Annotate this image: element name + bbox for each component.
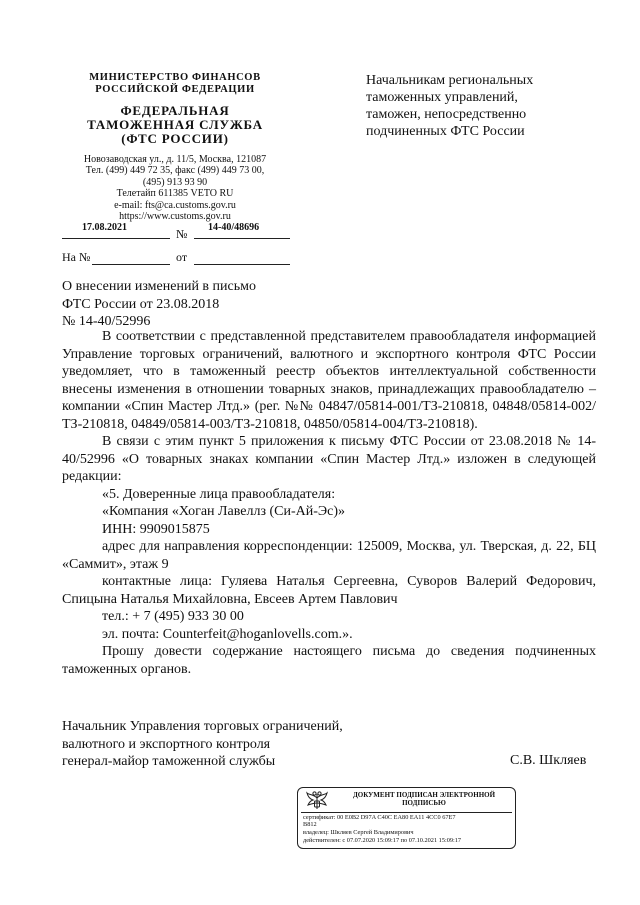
- subject: [62, 278, 302, 331]
- number-underline: [194, 238, 290, 239]
- service-line: ФЕДЕРАЛЬНАЯ: [120, 103, 230, 118]
- addressee-line: подчиненных ФТС России: [366, 124, 525, 139]
- letterhead-service: [60, 104, 290, 146]
- stamp-owner: владелец: Шкляев Сергей Владимирович: [303, 829, 414, 836]
- stamp-certificate-cont: B812: [303, 821, 317, 828]
- quote-line: контактные лица: Гуляева Наталья Сергеевна, Суворов Валерий Федорович, Спицына Наталья Михайловна, Евсеев Артем Павлович: [62, 574, 596, 607]
- addressee-line: таможен, непосредственно: [366, 107, 527, 122]
- signature-title-line: генерал-майор таможенной службы: [62, 754, 276, 769]
- ministry-line: МИНИСТЕРСТВО ФИНАНСОВ: [89, 72, 261, 83]
- stamp-heading-line: ПОДПИСЬЮ: [402, 799, 446, 807]
- stamp-certificate: сертификат: 00 E0B2 D97A C40C EA80 EA11 4CC0 67E7: [303, 814, 456, 821]
- quote-line: «5. Доверенные лица правообладателя:: [102, 486, 336, 502]
- quote-line: ИНН: 9909015875: [102, 521, 210, 537]
- number-sign: №: [176, 227, 188, 241]
- address-line: (495) 913 93 90: [142, 176, 208, 188]
- quote-line: «Компания «Хоган Лавеллз (Си-Ай-Эс)»: [102, 504, 346, 519]
- subject-line: № 14-40/52996: [62, 314, 151, 329]
- letterhead-ministry: [60, 72, 290, 96]
- ref-underline: [92, 264, 170, 265]
- paragraph-1: В соответствии с представленной представителем правообладателя информацией Управление торговых ограничений, валютного и экспортного контроля ФТС России уведомляет, что в таможенный реестр объектов интеллектуальной собственности внесены изменения в отношении товарных знаков, принадлежащих правообладателю – компании «Спин Мастер Лтд.» (рег. №№ 04847/05814-001/ТЗ-210818, 04848/05814-002/ТЗ-210818, 04849/05814-003/ТЗ-210818, 04850/05814-004/ТЗ-210818).: [62, 329, 596, 432]
- paragraph-2: В связи с этим пункт 5 приложения к письму ФТС России от 23.08.2018 № 14-40/52996 «О товарных знаках компании «Спин Мастер Лтд.» изложен в следующей редакции:: [62, 434, 596, 484]
- ref-label: На №: [62, 250, 91, 264]
- quote-line: тел.: + 7 (495) 933 30 00: [102, 609, 244, 624]
- signature-title-line: валютного и экспортного контроля: [62, 736, 271, 752]
- letter-body: [62, 328, 596, 678]
- registration-number: 14-40/48696: [208, 222, 260, 233]
- address-line: Тел. (499) 449 72 35, факс (499) 449 73 00,: [85, 165, 265, 177]
- registration-date: 17.08.2021: [82, 222, 127, 233]
- e-signature-stamp: [297, 787, 516, 849]
- emblem-icon: [304, 790, 330, 812]
- address-line: Телетайп 611385 VETO RU: [116, 188, 234, 200]
- addressee: [366, 72, 616, 140]
- service-line: (ФТС РОССИИ): [121, 131, 229, 146]
- stamp-valid: действителен: с 07.07.2020 15:09:17 по 07.10.2021 15:09:17: [303, 837, 462, 844]
- subject-line: О внесении изменений в письмо: [62, 279, 256, 294]
- stamp-heading-line: ДОКУМЕНТ ПОДПИСАН ЭЛЕКТРОННОЙ: [352, 791, 496, 799]
- address-line: https://www.customs.gov.ru: [119, 211, 231, 223]
- addressee-line: Начальникам региональных: [366, 73, 534, 88]
- signatory-name: С.В. Шкляев: [510, 753, 587, 768]
- addressee-line: таможенных управлений,: [366, 90, 518, 105]
- stamp-divider: [301, 812, 512, 813]
- signature-title: [62, 718, 343, 771]
- service-line: ТАМОЖЕННАЯ СЛУЖБА: [87, 117, 263, 132]
- paragraph-3: Прошу довести содержание настоящего письма до сведения подчиненных таможенных органов.: [62, 644, 596, 677]
- address-line: e-mail: fts@ca.customs.gov.ru: [114, 199, 236, 211]
- letterhead-address: [60, 154, 290, 222]
- date-underline: [62, 238, 170, 239]
- quote-line: адрес для направления корреспонденции: 125009, Москва, ул. Тверская, д. 22, БЦ «Саммит», этаж 9: [62, 539, 596, 572]
- address-line: Новозаводская ул., д. 11/5, Москва, 121087: [83, 154, 267, 165]
- subject-line: ФТС России от 23.08.2018: [62, 296, 220, 312]
- signature-title-line: Начальник Управления торговых ограничений,: [62, 719, 343, 734]
- from-label: от: [176, 250, 188, 264]
- ministry-line: РОССИЙСКОЙ ФЕДЕРАЦИИ: [95, 84, 255, 95]
- from-underline: [194, 264, 290, 265]
- stamp-heading: [336, 791, 512, 807]
- quote-line: эл. почта: Counterfeit@hoganlovells.com.».: [102, 626, 353, 642]
